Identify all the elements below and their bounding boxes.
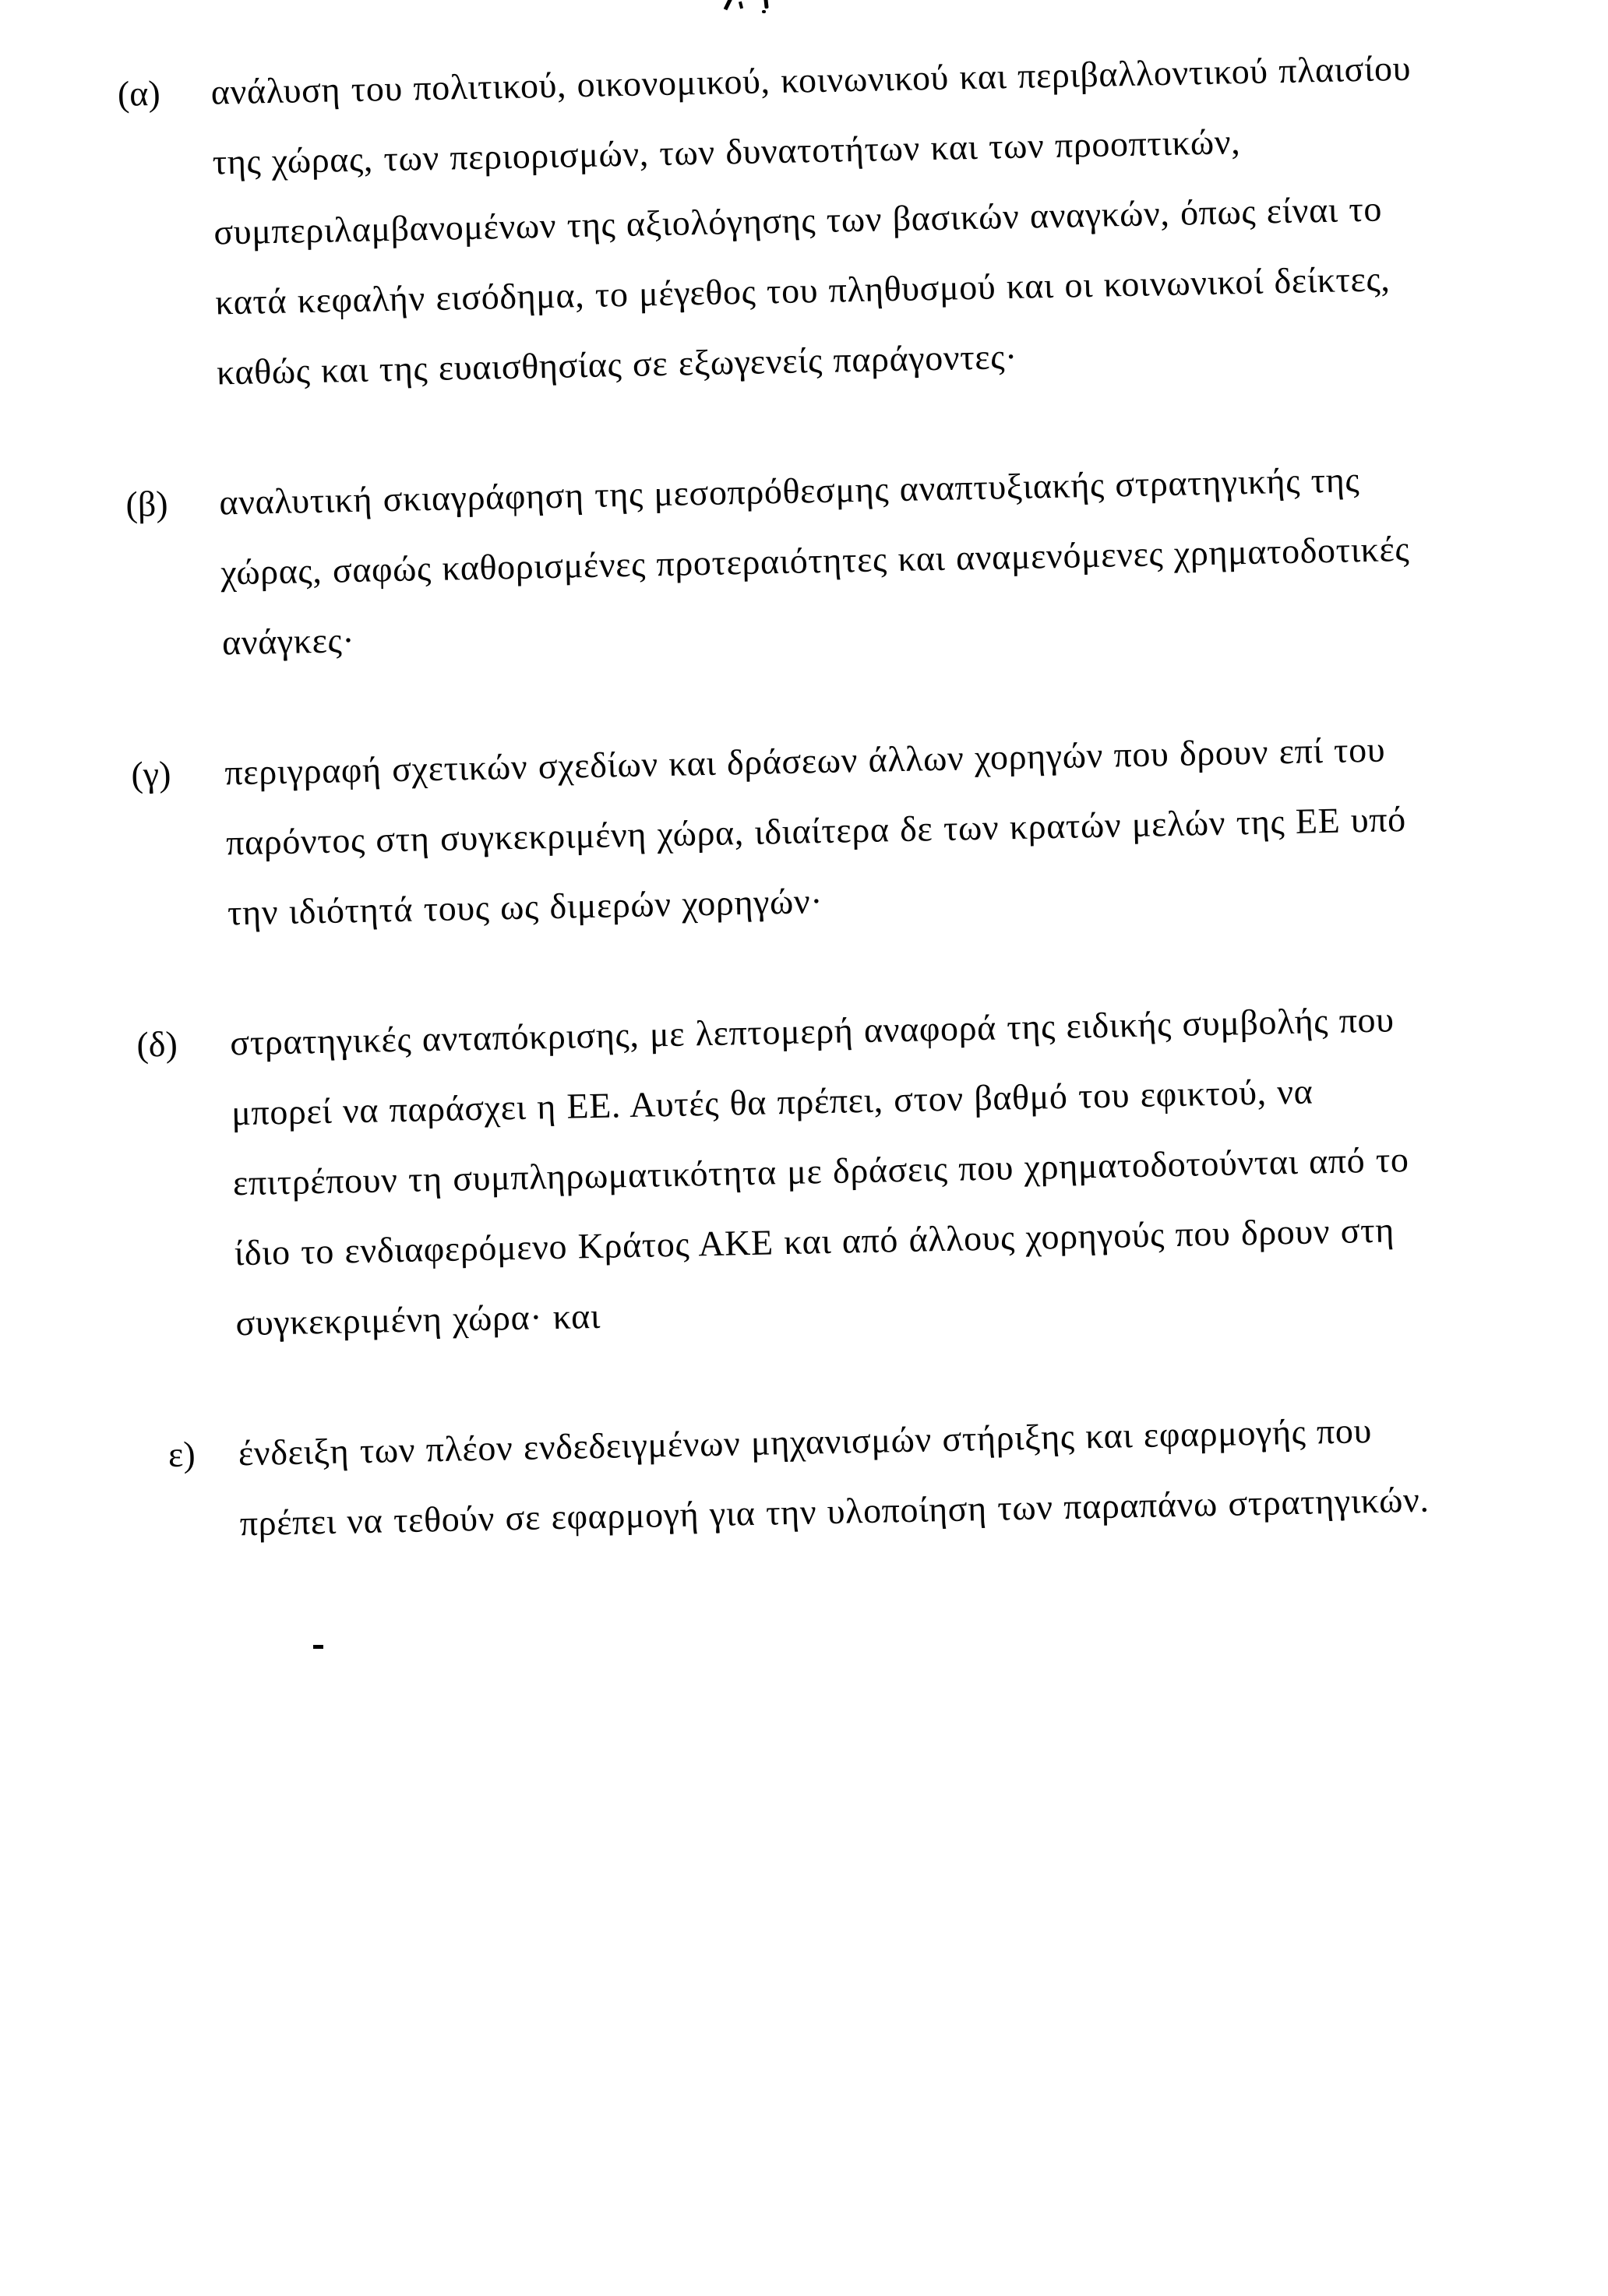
paragraph-delta xyxy=(136,981,1577,1361)
paragraph-line: περιγραφή σχετικών σχεδίων και δράσεων άλλων χορηγών που δρουν επί του xyxy=(224,729,1386,793)
paragraph-line: ανάλυση του πολιτικού, οικονομικού, κοινωνικού και περιβαλλοντικού πλαισίου xyxy=(210,48,1412,112)
paragraph-line: παρόντος στη συγκεκριμένη χώρα, ιδιαίτερα δε των κρατών μελών της ΕΕ υπό xyxy=(225,798,1407,863)
paragraph-line: στρατηγικές ανταπόκρισης, με λεπτομερή αναφορά της ειδικής συμβολής που xyxy=(229,999,1395,1063)
paragraph-epsilon xyxy=(144,1392,1580,1561)
text-block xyxy=(117,30,1580,1561)
paragraph-body xyxy=(224,711,1568,948)
paragraph-line: καθώς και της ευαισθησίας σε εξωγενείς παράγοντες· xyxy=(216,336,1018,393)
paragraph-line: συμπεριλαμβανομένων της αξιολόγησης των βασικών αναγκών, όπως είναι το xyxy=(213,188,1383,252)
paragraph-alpha xyxy=(117,30,1557,410)
paragraph-body xyxy=(229,981,1576,1358)
paragraph-line: ίδιο το ενδιαφερόμενο Κράτος ΑΚΕ και από άλλους χορηγούς που δρουν στη xyxy=(234,1210,1395,1273)
paragraph-line: χώρας, σαφώς καθορισμένες προτεραιότητες και αναμενόμενες χρηματοδοτικές xyxy=(220,528,1410,593)
paragraph-label: ε) xyxy=(168,1434,196,1475)
paragraph-line: την ιδιότητά τους ως διμερών χορηγών· xyxy=(227,881,823,933)
paragraph-line: συγκεκριμένη χώρα· και xyxy=(235,1295,601,1343)
paragraph-line: αναλυτική σκιαγράφηση της μεσοπρόθεσμης αναπτυξιακής στρατηγικής της xyxy=(218,460,1360,523)
scan-artifact-top-fragment xyxy=(763,0,768,9)
paragraph-line: επιτρέπουν τη συμπληρωματικότητα με δράσεις που χρηματοδοτούνται από το xyxy=(232,1139,1409,1203)
scan-artifact-top-fragment xyxy=(739,2,743,9)
paragraph-line: ανάγκες· xyxy=(221,620,355,663)
scan-artifact-speck xyxy=(313,1645,323,1649)
paragraph-label: (γ) xyxy=(130,753,171,794)
paragraph-body xyxy=(210,30,1557,407)
paragraph-line: κατά κεφαλήν εισόδημα, το μέγεθος του πληθυσμού και οι κοινωνικοί δείκτες, xyxy=(214,259,1391,322)
paragraph-line: ένδειξη των πλέον ενδεδειγμένων μηχανισμών στήριξης και εφαρμογής που xyxy=(238,1410,1373,1474)
paragraph-gamma xyxy=(131,711,1568,950)
scan-artifact-top-fragment xyxy=(724,0,733,10)
paragraph-line: μπορεί να παράσχει η ΕΕ. Αυτές θα πρέπει, στον βαθμό του εφικτού, να xyxy=(231,1071,1314,1133)
paragraph-line: πρέπει να τεθούν σε εφαρμογή για την υλοποίηση των παραπάνω στρατηγικών. xyxy=(239,1479,1430,1544)
paragraph-label: (β) xyxy=(125,483,169,524)
paragraph-line: της χώρας, των περιορισμών, των δυνατοτήτων και των προοπτικών, xyxy=(212,121,1241,182)
scan-artifact-top-fragment xyxy=(762,10,766,13)
paragraph-body xyxy=(219,441,1563,678)
paragraph-beta xyxy=(125,441,1563,680)
paragraph-body xyxy=(238,1392,1580,1558)
paragraph-label: (δ) xyxy=(136,1023,178,1065)
paragraph-label: (α) xyxy=(117,72,161,114)
